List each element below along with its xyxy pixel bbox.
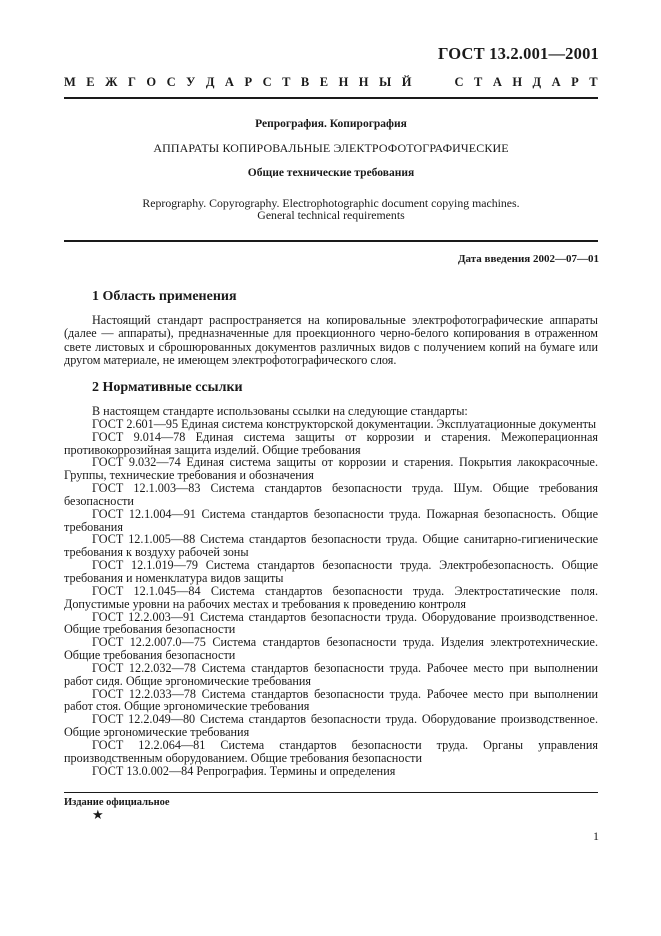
- banner-letter: А: [224, 75, 234, 89]
- title-subject: Репрография. Копирография: [255, 118, 407, 130]
- banner-letter: Е: [319, 75, 329, 89]
- banner-letter: Е: [86, 75, 95, 89]
- banner-letter: Н: [358, 75, 369, 89]
- banner-letter: Ж: [105, 75, 118, 89]
- section-1-heading: 1 Область применения: [92, 289, 237, 304]
- references-intro: В настоящем стандарте использованы ссылки на следующие стандарты:: [92, 404, 468, 418]
- banner-letter: Ы: [379, 75, 392, 89]
- reference-item: ГОСТ 12.1.003—83 Система стандартов безопасности труда. Шум. Общие требования безопасности: [64, 481, 598, 508]
- official-edition-note: Издание официальное: [64, 797, 170, 808]
- reference-item: ГОСТ 12.2.049—80 Система стандартов безопасности труда. Оборудование производственное. Общие эргономические требования: [64, 712, 598, 740]
- reference-item: ГОСТ 12.1.019—79 Система стандартов безопасности труда. Электробезопасность. Общие требования и номенклатура видов защиты: [64, 558, 598, 585]
- banner-letter: Д: [205, 75, 215, 89]
- reference-item: ГОСТ 9.032—74 Единая система защиты от коррозии и старения. Покрытия лакокрасочные. Группы, технические требования и обозначения: [64, 455, 598, 483]
- banner-letter: Н: [512, 75, 523, 89]
- star-icon: ★: [92, 807, 104, 822]
- banner-letter: Р: [244, 75, 253, 89]
- title-main: АППАРАТЫ КОПИРОВАЛЬНЫЕ ЭЛЕКТРОФОТОГРАФИЧЕСКИЕ: [153, 141, 509, 155]
- date-of-introduction: Дата введения 2002—07—01: [457, 253, 599, 265]
- section-2-heading: 2 Нормативные ссылки: [92, 380, 243, 395]
- banner-letter: С: [262, 75, 272, 89]
- title-english-line-1: Reprography. Copyrography. Electrophotographic document copying machines.: [142, 196, 520, 210]
- reference-item: ГОСТ 12.2.064—81 Система стандартов безопасности труда. Органы управления производственным оборудованием. Общие требования безопасности: [64, 737, 598, 765]
- reference-item: ГОСТ 12.2.032—78 Система стандартов безопасности труда. Рабочее место при выполнении работ сидя. Общие эргономические требования: [64, 660, 598, 688]
- banner-letter: М: [64, 75, 76, 89]
- title-general: Общие технические требования: [247, 167, 415, 179]
- reference-item: ГОСТ 12.2.003—91 Система стандартов безопасности труда. Оборудование производственное. Общие требования безопасности: [64, 609, 598, 637]
- header-rule: [64, 97, 598, 99]
- interstate-standard-banner: [64, 75, 598, 90]
- banner-letter: Г: [127, 75, 136, 89]
- reference-item: ГОСТ 2.601—95 Единая система конструкторской документации. Эксплуатационные документы: [92, 416, 597, 431]
- title-english: [64, 197, 598, 221]
- banner-letter: У: [186, 75, 196, 89]
- reference-item: ГОСТ 13.0.002—84 Репрография. Термины и определения: [92, 763, 396, 778]
- gost-code: ГОСТ 13.2.001—2001: [437, 44, 599, 63]
- page-number: 1: [593, 829, 599, 843]
- banner-letter: Н: [338, 75, 349, 89]
- banner-letter: Р: [571, 75, 579, 89]
- reference-item: ГОСТ 12.2.033—78 Система стандартов безопасности труда. Рабочее место при выполнении работ стоя. Общие эргономические требования: [64, 686, 598, 714]
- title-rule: [64, 240, 598, 242]
- reference-item: ГОСТ 12.1.045—84 Система стандартов безопасности труда. Электростатические поля. Допустимые уровни на рабочих местах и требования к проведению контроля: [64, 583, 598, 611]
- banner-letter: Й: [401, 75, 412, 89]
- banner-letter: О: [146, 75, 157, 89]
- banner-gap: [422, 75, 444, 90]
- banner-letter: Т: [589, 75, 598, 89]
- references-list: [64, 405, 598, 777]
- banner-letter: Т: [282, 75, 291, 89]
- banner-letter: Д: [532, 75, 542, 89]
- banner-letter: Т: [473, 75, 483, 89]
- section-1-text: Настоящий стандарт распространяется на копировальные электрофотографические аппараты (далее — аппараты), предназначенные для проекционного черно-белого копирования в отраженном свете листовых и сброшюрованных документов различных видов с получением копий на бумаге или другом материале, не имеющем электрофотографического слоя.: [64, 313, 598, 367]
- banner-letter: С: [166, 75, 176, 89]
- footer-rule: [64, 792, 598, 793]
- banner-letter: В: [300, 75, 310, 89]
- reference-item: ГОСТ 9.014—78 Единая система защиты от коррозии и старения. Межоперационная противокоррозийная защита изделий. Общие требования: [64, 429, 598, 457]
- reference-item: ГОСТ 12.1.004—91 Система стандартов безопасности труда. Пожарная безопасность. Общие требования: [64, 506, 598, 534]
- banner-letter: А: [551, 75, 561, 89]
- banner-letter: С: [454, 75, 464, 89]
- title-english-line-2: General technical requirements: [257, 208, 405, 222]
- reference-item: ГОСТ 12.2.007.0—75 Система стандартов безопасности труда. Изделия электротехнические. Общие требования безопасности: [64, 635, 598, 663]
- reference-item: ГОСТ 12.1.005—88 Система стандартов безопасности труда. Общие санитарно-гигиенические требования к воздуху рабочей зоны: [64, 532, 598, 560]
- banner-letter: А: [492, 75, 502, 89]
